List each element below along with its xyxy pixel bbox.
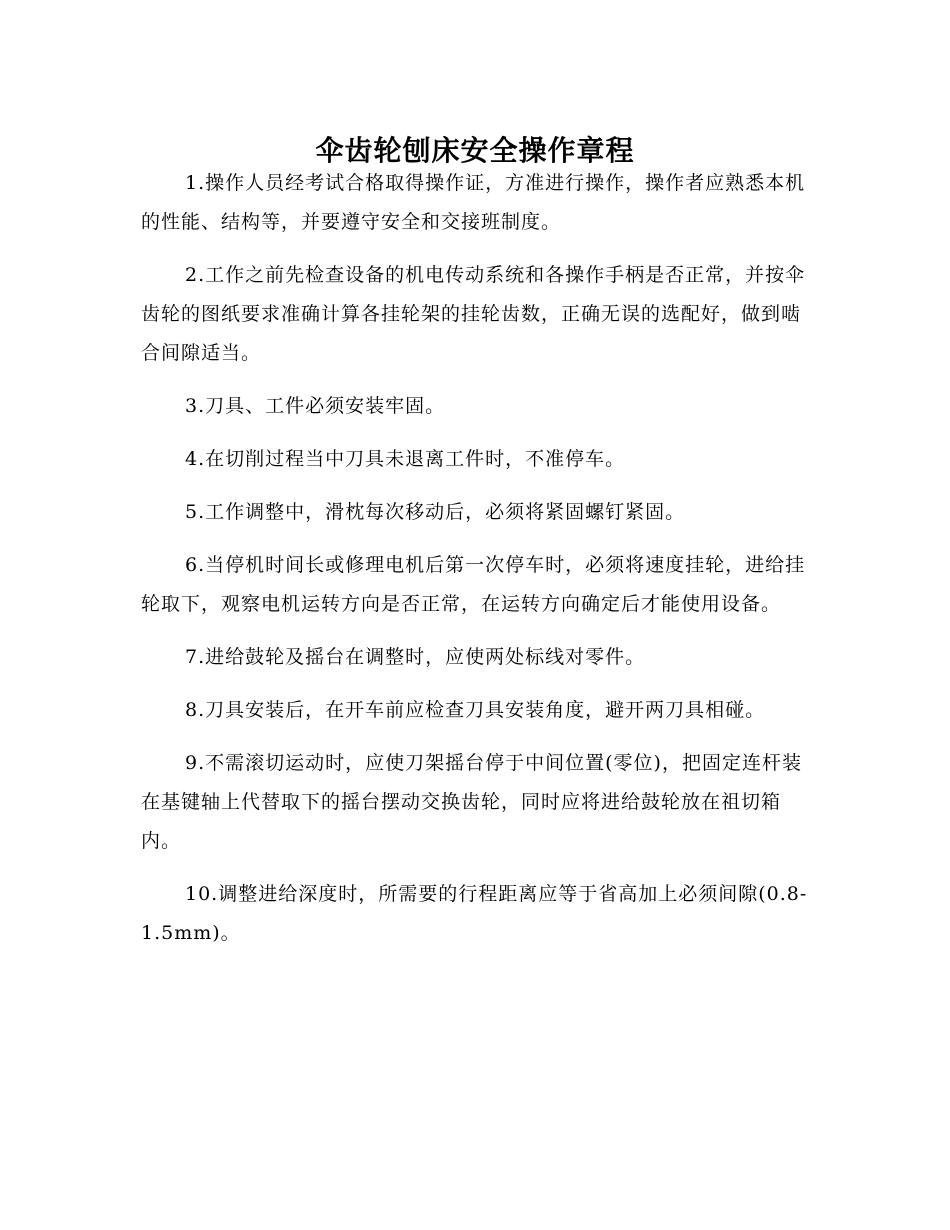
- paragraph-9: 9.不需滚切运动时，应使刀架摇台停于中间位置(零位)，把固定连杆装在基键轴上代替取下的摇台摆动交换齿轮，同时应将进给鼓轮放在祖切箱内。: [141, 752, 802, 852]
- paragraph-1: 1.操作人员经考试合格取得操作证，方准进行操作，操作者应熟悉本机的性能、结构等，并要遵守安全和交接班制度。: [141, 172, 806, 233]
- paragraph-10: 10.调整进给深度时，所需要的行程距离应等于省高加上必须间隙(0.8-1.5mm)。: [141, 883, 808, 944]
- paragraph-4: 4.在切削过程当中刀具未退离工件时，不准停车。: [185, 448, 626, 470]
- paragraph-7: 7.进给鼓轮及摇台在调整时，应使两处标线对零件。: [185, 646, 646, 668]
- paragraph-6: 6.当停机时间长或修理电机后第一次停车时，必须将速度挂轮，进给挂轮取下，观察电机运转方向是否正常，在运转方向确定后才能使用设备。: [141, 554, 806, 615]
- document-title: 伞齿轮刨床安全操作章程: [315, 133, 635, 167]
- paragraph-5: 5.工作调整中，滑枕每次移动后，必须将紧固螺钉紧固。: [185, 501, 686, 523]
- paragraph-8: 8.刀具安装后，在开车前应检查刀具安装角度，避开两刀具相碰。: [185, 699, 766, 721]
- paragraph-3: 3.刀具、工件必须安装牢固。: [185, 395, 446, 417]
- paragraph-2: 2.工作之前先检查设备的机电传动系统和各操作手柄是否正常，并按伞齿轮的图纸要求准确计算各挂轮架的挂轮齿数，正确无误的选配好，做到啮合间隙适当。: [141, 264, 806, 364]
- document-body: [141, 164, 811, 967]
